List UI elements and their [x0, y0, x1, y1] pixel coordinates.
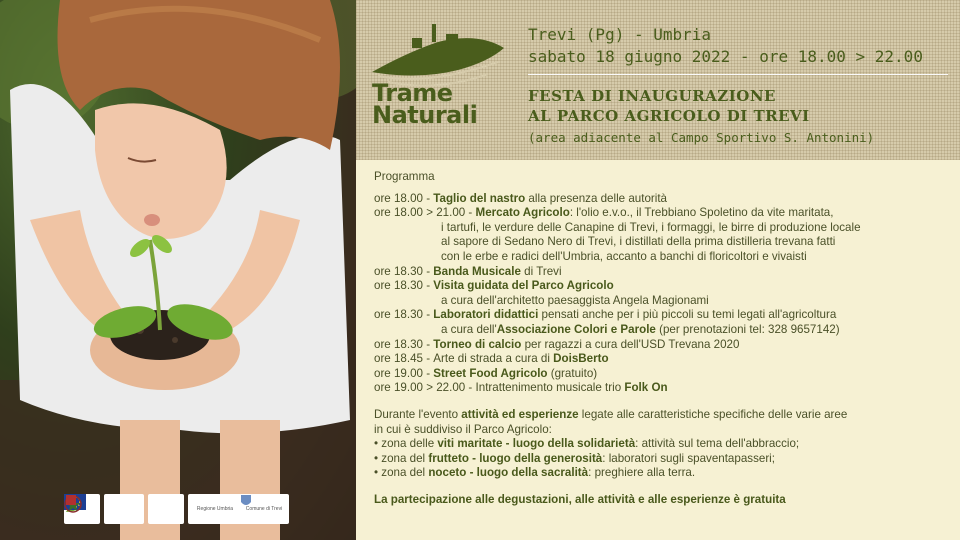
logo-regione-umbria: Regione Umbria [188, 494, 242, 524]
program-item: ore 18.00 > 21.00 - Mercato Agricolo: l'olio e.v.o., il Trebbiano Spoletino da vite maritata, [374, 206, 834, 220]
logo-eu [104, 494, 144, 524]
logo-comune-trevi: Comune di Trevi [239, 494, 289, 524]
event-description: Durante l'evento attività ed esperienze legate alle caratteristiche specifiche delle varie aree [374, 407, 848, 421]
event-date: sabato 18 giugno 2022 - ore 18.00 > 22.00 [528, 47, 923, 66]
program-heading: Programma [374, 170, 435, 183]
event-subtitle: (area adiacente al Campo Sportivo S. Antonini) [528, 130, 875, 145]
child-with-seedling-illustration [0, 0, 356, 540]
program-panel: Programma ore 18.00 - Taglio del nastro alla presenza delle autorità ore 18.00 > 21.00 - Mercato Agricolo: l'olio e.v.o., il Trebbiano Spoletino da vite maritata, i tartufi, le verdure delle Canapine di Trevi, i formaggi, le birre di produzione locale al sapore di Sedano Nero di Trevi, i distillati della prima distilleria trevana fatti con le erbe e radici dell'Umbria, accanto a banchi di floricoltori e vivaisti ore 18.30 - Banda Musicale di Trevi ore 18.30 - Visita guidata del Parco Agricolo a cura dell'architetto paesaggista Angela Magionami ore 18.30 - Laboratori didattici pensati anche per i più piccoli su temi legati all'agricoltura a cura dell'Associazione Colori e Parole (per prenotazioni tel: 328 9657142) ore 18.30 - Torneo di calcio per ragazzi a cura dell'USD Trevana 2020 ore 18.45 - Arte di strada a cura di DoisBerto ore 19.00 - Street Food Agricolo (gratuito) ore 19.00 > 22.00 - Intrattenimento musicale trio Folk On Durante l'evento attività ed esperienze legate alle caratteristiche specifiche delle varie aree in cui è suddiviso il Parco Agricolo: • zona delle viti maritate - luogo della solidarietà: attività sul tema dell'abbraccio; • zona del frutteto - luogo della generosità: laboratori sugli spaventapasseri; • zona del noceto - luogo della sacralità: preghiere alla terra. La partecipazione alle degustazioni, alle attività e alle esperienze è gratuita [356, 160, 960, 540]
zone-item: • zona del noceto - luogo della sacralità: preghiere alla terra. [374, 466, 696, 480]
region-icon [64, 494, 78, 506]
coat-of-arms-icon [239, 494, 253, 508]
sponsor-logos [64, 494, 290, 524]
event-header [356, 0, 960, 160]
program-item: ore 18.45 - Arte di strada a cura di DoisBerto [374, 352, 609, 366]
event-title: FESTA DI INAUGURAZIONE AL PARCO AGRICOLO DI TREVI [528, 87, 810, 125]
zone-item: • zona delle viti maritate - luogo della solidarietà: attività sul tema dell'abbraccio; [374, 437, 800, 451]
zone-item: • zona del frutteto - luogo della generosità: laboratori sugli spaventapasseri; [374, 451, 775, 465]
event-location: Trevi (Pg) - Umbria [528, 25, 712, 44]
program-item: ore 19.00 - Street Food Agricolo (gratuito) [374, 366, 598, 380]
program-item: ore 18.30 - Banda Musicale di Trevi [374, 264, 562, 278]
program-item: ore 18.30 - Laboratori didattici pensati anche per i più piccoli su temi legati all'agricoltura [374, 308, 837, 322]
closing-note: La partecipazione alle degustazioni, alle attività e alle esperienze è gratuita [374, 492, 786, 506]
hero-photo [0, 0, 356, 540]
logo-republic [148, 494, 184, 524]
program-item: ore 18.30 - Torneo di calcio per ragazzi a cura dell'USD Trevana 2020 [374, 337, 740, 351]
event-location-date [528, 24, 923, 68]
program-item: ore 18.00 - Taglio del nastro alla presenza delle autorità [374, 191, 667, 205]
brand-wordmark: Trame Naturali [372, 79, 478, 129]
program-item: ore 19.00 > 22.00 - Intrattenimento musicale trio Folk On [374, 381, 668, 395]
header-divider [528, 74, 948, 75]
program-item: ore 18.30 - Visita guidata del Parco Agricolo [374, 279, 614, 293]
